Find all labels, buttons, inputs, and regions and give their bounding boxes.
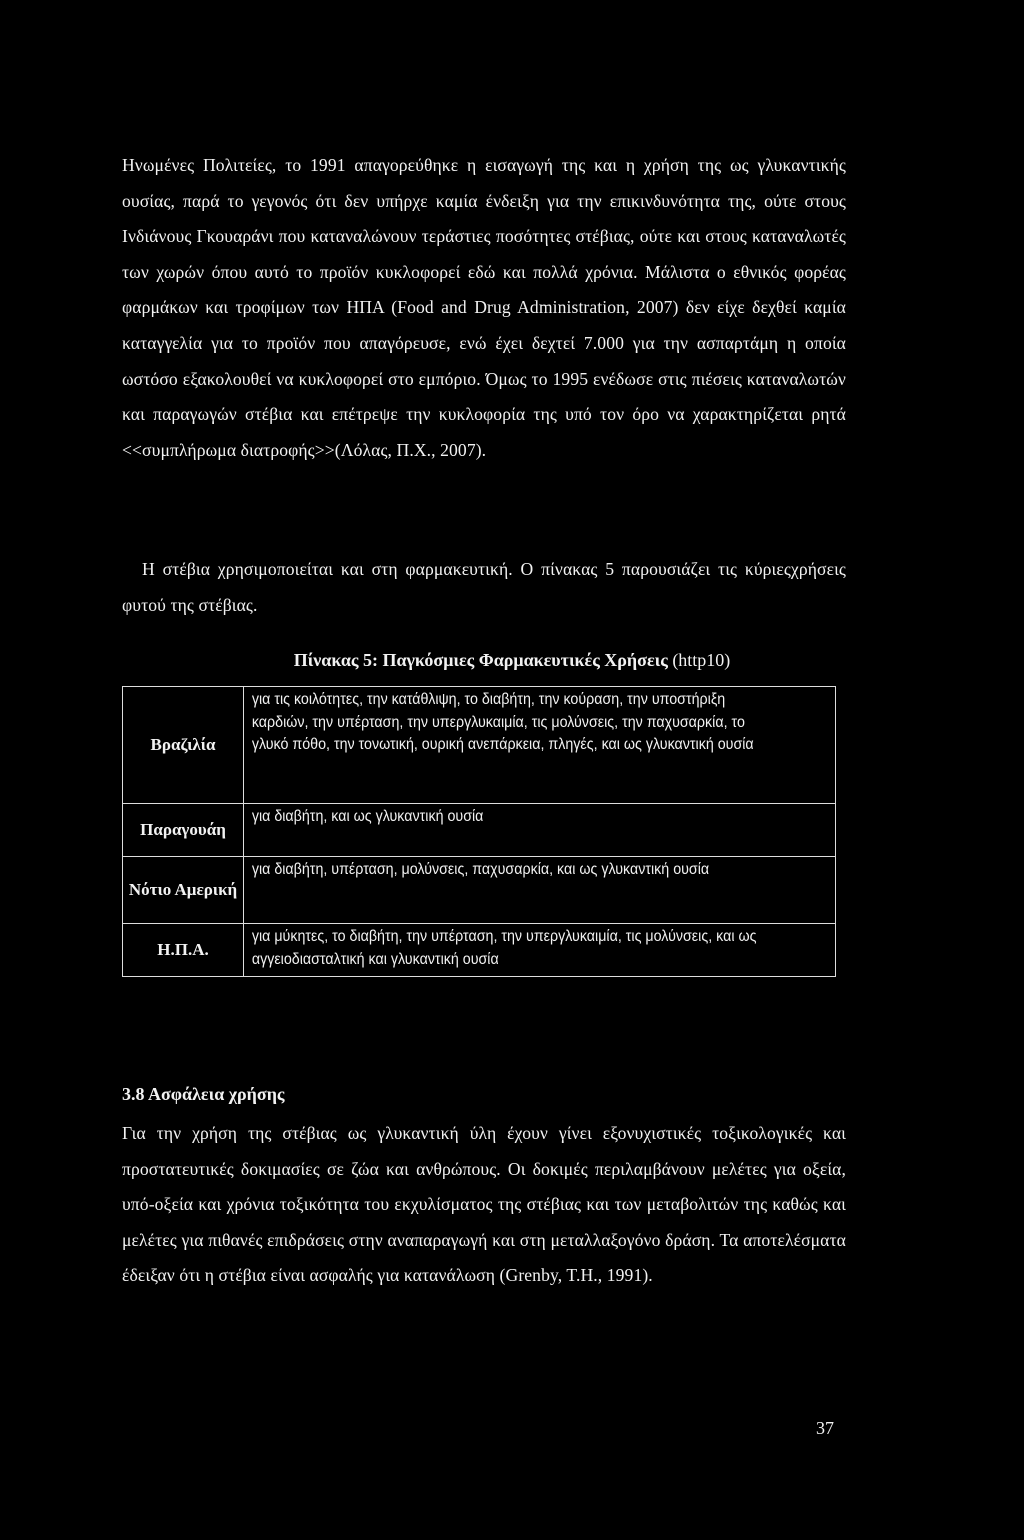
section-heading: 3.8 Ασφάλεια χρήσης [122,1084,285,1104]
table-cell-uses: για διαβήτη, και ως γλυκαντική ουσία [244,804,789,857]
table-row [123,857,836,924]
table-cell-country: Νότιο Αμερική [123,857,244,924]
paragraph-pharmaceutical-use [122,552,846,623]
table-row [123,804,836,857]
pharmaceutical-uses-table [122,686,836,977]
table-row [123,687,836,804]
table-cell-uses: για μύκητες, το διαβήτη, την υπέρταση, την υπεργλυκαιμία, τις μολύνσεις, και ως αγγειοδιασταλτική και γλυκαντική ουσία [244,924,789,977]
table-row [123,924,836,977]
table-cell-uses: για τις κοιλότητες, την κατάθλιψη, το διαβήτη, την κούραση, την υποστήριξη καρδιών, την υπέρταση, την υπεργλυκαιμία, τις μολύνσεις, την παχυσαρκία, το γλυκό πόθο, την τονωτική, ουρική ανεπάρκεια, πληγές, και ως γλυκαντική ουσία [244,687,789,804]
paragraph-stevia-regulation: Ηνωμένες Πολιτείες, το 1991 απαγορεύθηκε η εισαγωγή της και η χρήση της ως γλυκαντικής ουσίας, παρά το γεγονός ότι δεν υπήρχε καμία ένδειξη για την επικινδυνότητα της, ούτε στους Ινδιάνους Γκουαράνι που καταναλώνουν τεράστιες ποσότητες στέβιας, ούτε και στους καταναλωτές των χωρών όπου αυτό το προϊόν κυκλοφορεί εδώ και πολλά χρόνια. Μάλιστα ο εθνικός φορέας φαρμάκων και τροφίμων των ΗΠΑ (Food and Drug Administration, 2007) δεν είχε δεχθεί καμία καταγγελία για το προϊόν που απαγόρευσε, ενώ έχει δεχτεί 7.000 για την ασπαρτάμη η οποία ωστόσο εξακολουθεί να κυκλοφορεί στο εμπόριο. Όμως το 1995 ενέδωσε στις πιέσεις καταναλωτών και παραγωγών στέβια και επέτρεψε την κυκλοφορία της υπό τον όρο να χαρακτηρίζεται ρητά <<συμπλήρωμα διατροφής>>(Λόλας, Π.Χ., 2007). [122,155,846,460]
table-caption-title: Πίνακας 5: Παγκόσμιες Φαρμακευτικές Χρήσεις [293,650,668,670]
table-cell-country: Η.Π.Α. [123,924,244,977]
table-caption [122,650,902,671]
table-caption-source: (http10) [672,650,731,670]
page-number: 37 [816,1418,834,1438]
paragraph-safety: Για την χρήση της στέβιας ως γλυκαντική ύλη έχουν γίνει εξονυχιστικές τοξικολογικές και προστατευτικές δοκιμασίες σε ζώα και ανθρώπους. Οι δοκιμές περιλαμβάνουν μελέτες για οξεία, υπό-οξεία και χρόνια τοξικότητα του εκχυλίσματος της στέβιας και των μεταβολιτών της καθώς και μελέτες για πιθανές επιδράσεις στην αναπαραγωγή και στη μεταλλαξογόνο δράση. Τα αποτελέσματα έδειξαν ότι η στέβια είναι ασφαλής για κατανάλωση (Grenby, T.H., 1991). [122,1123,846,1286]
table-cell-country: Παραγουάη [123,804,244,857]
paragraph-pharmaceutical-use-text: Η στέβια χρησιμοποιείται και στη φαρμακευτική. Ο πίνακας 5 παρουσιάζει τις κύριεςχρήσεις φυτού της στέβιας. [122,559,846,615]
table-cell-country: Βραζιλία [123,687,244,804]
table-cell-uses: για διαβήτη, υπέρταση, μολύνσεις, παχυσαρκία, και ως γλυκαντική ουσία [244,857,789,924]
